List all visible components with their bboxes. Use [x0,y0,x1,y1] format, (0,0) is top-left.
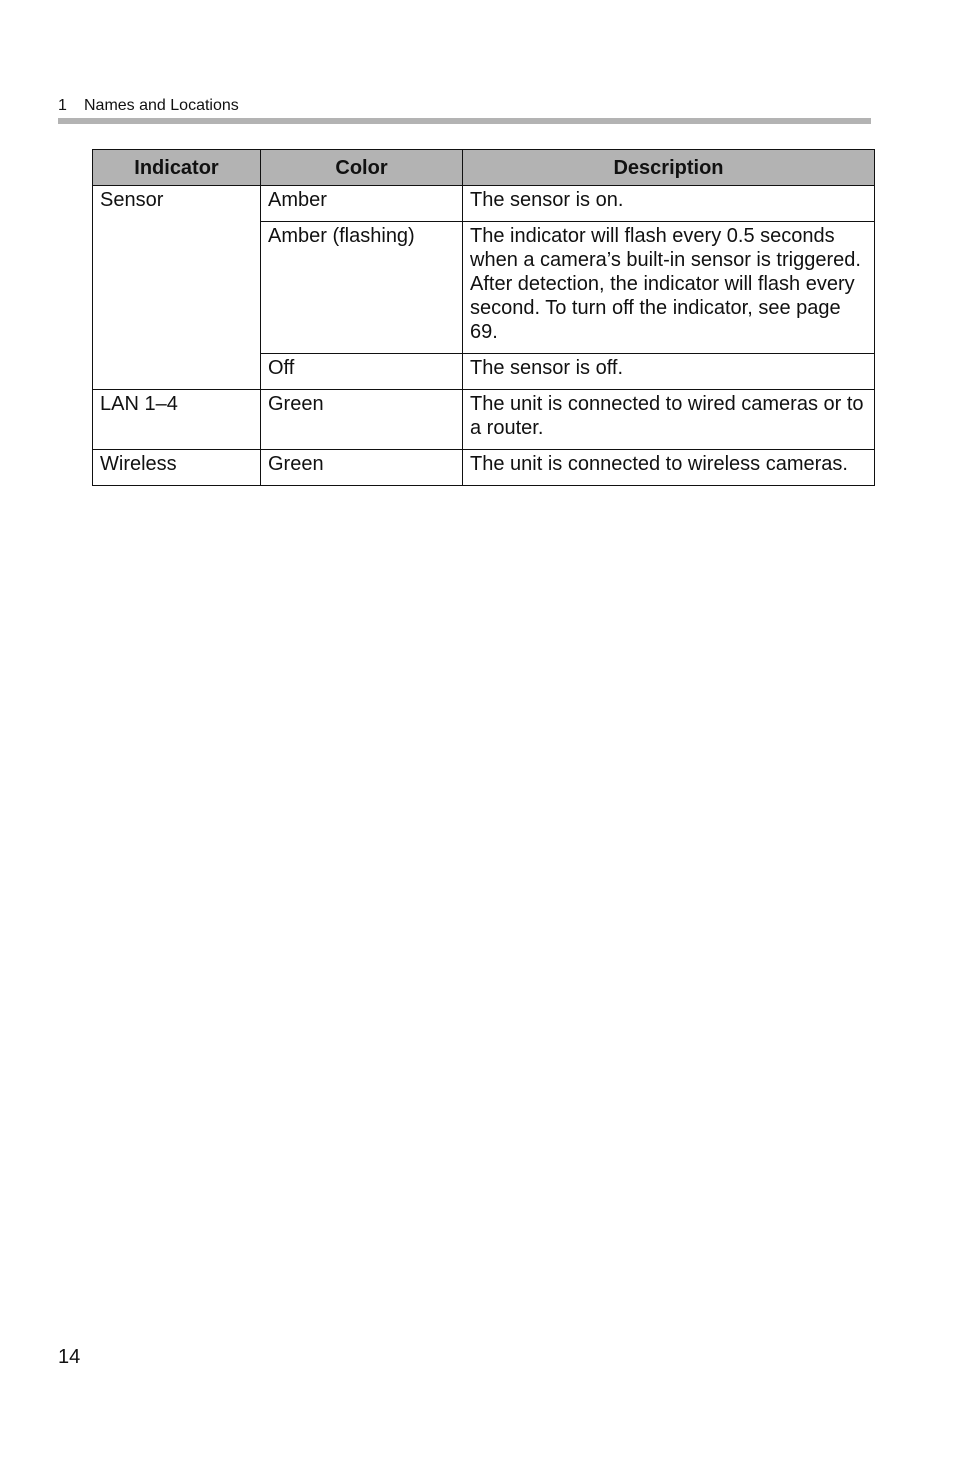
description-cell: The unit is connected to wireless cameras. [463,450,875,486]
indicator-cell: Sensor [93,186,261,390]
table-row [93,450,875,486]
description-cell: The unit is connected to wired cameras or to a router. [463,390,875,450]
table-row [93,390,875,450]
column-header-description: Description [463,150,875,186]
page-number: 14 [58,1346,81,1368]
indicator-table [92,149,875,486]
description-cell: The sensor is on. [463,186,875,222]
description-cell: The sensor is off. [463,354,875,390]
column-header-indicator: Indicator [93,150,261,186]
color-cell: Green [261,450,463,486]
color-cell: Green [261,390,463,450]
indicator-cell: LAN 1–4 [93,390,261,450]
column-header-color: Color [261,150,463,186]
indicator-cell: Wireless [93,450,261,486]
description-cell: The indicator will flash every 0.5 seconds when a camera’s built-in sensor is triggered. After detection, the indicator will flash every second. To turn off the indicator, see page 69. [463,222,875,354]
color-cell: Off [261,354,463,390]
running-head [58,96,239,116]
table-row [93,186,875,222]
table-header-row [93,150,875,186]
chapter-number: 1 [58,97,67,114]
chapter-title: Names and Locations [84,97,239,114]
color-cell: Amber (flashing) [261,222,463,354]
color-cell: Amber [261,186,463,222]
header-rule [58,118,871,124]
